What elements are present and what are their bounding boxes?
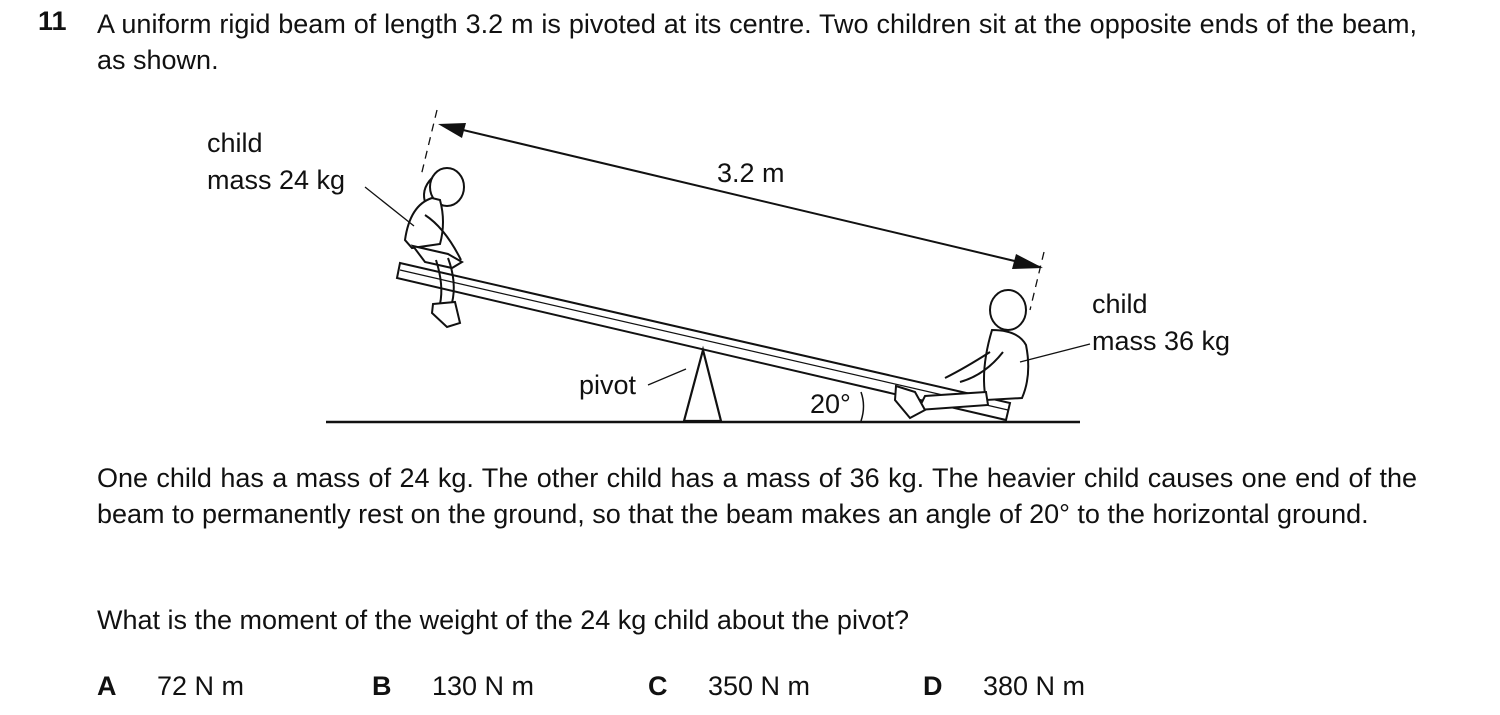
length-arrow-head-left — [438, 123, 466, 138]
pivot-leader — [648, 369, 686, 385]
option-letter: B — [372, 671, 392, 701]
option-value: 130 N m — [432, 671, 535, 701]
angle-arc — [861, 392, 864, 421]
option-letter: D — [923, 671, 943, 701]
question-intro: A uniform rigid beam of length 3.2 m is pivoted at its centre. Two children sit at the opposite ends of the beam, as shown. — [97, 9, 1417, 75]
option-a[interactable] — [97, 668, 245, 704]
right-child-label-line1: child — [1092, 289, 1148, 319]
left-dashed-line — [421, 110, 437, 176]
girl-figure — [405, 168, 464, 327]
left-child-label-line1: child — [207, 128, 263, 158]
length-arrow-head-right — [1012, 254, 1043, 269]
option-value: 72 N m — [157, 671, 245, 701]
length-label: 3.2 m — [717, 158, 785, 188]
option-c[interactable] — [648, 668, 811, 704]
question-number: 11 — [38, 6, 67, 36]
boy-figure — [895, 290, 1028, 418]
pivot-label: pivot — [579, 370, 637, 400]
left-child-label-line2: mass 24 kg — [207, 165, 346, 195]
question-prompt: What is the moment of the weight of the 24 kg child about the pivot? — [97, 605, 909, 635]
right-child-leader — [1020, 344, 1090, 362]
angle-label: 20° — [810, 389, 851, 419]
option-letter: A — [97, 671, 117, 701]
option-value: 380 N m — [983, 671, 1086, 701]
question-body: One child has a mass of 24 kg. The other child has a mass of 36 kg. The heavier child causes one end of the beam to permanently rest on the ground, so that the beam makes an angle of 20° to the horizontal ground. — [97, 463, 1417, 529]
option-value: 350 N m — [708, 671, 811, 701]
length-arrow-line — [442, 125, 1040, 267]
left-child-leader — [365, 187, 414, 226]
right-dashed-line — [1030, 252, 1044, 310]
pivot-triangle — [684, 350, 721, 421]
option-b[interactable] — [372, 668, 535, 704]
option-d[interactable] — [923, 668, 1086, 704]
option-letter: C — [648, 671, 668, 701]
right-child-label-line2: mass 36 kg — [1092, 326, 1231, 356]
